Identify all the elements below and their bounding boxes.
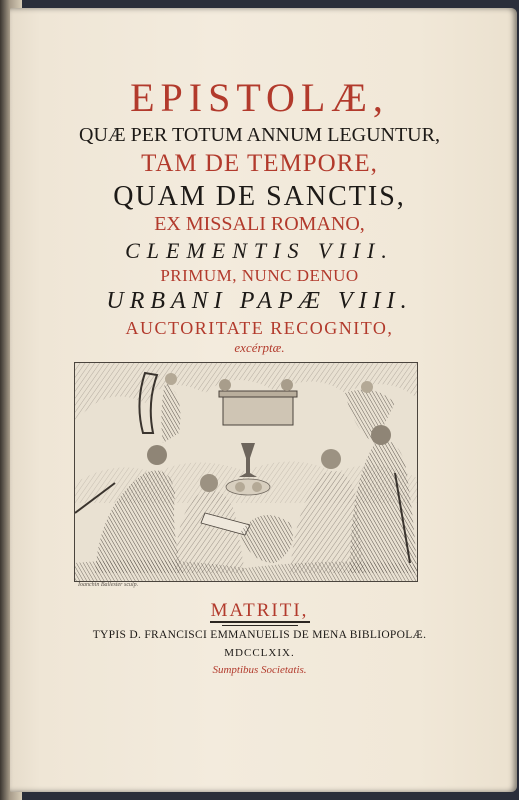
imprint-rule-top: [210, 621, 310, 623]
title-clementis: CLEMENTIS VIII.: [125, 238, 394, 263]
title-auctoritate: AUCTORITATE RECOGNITO,: [125, 318, 394, 338]
imprint-place: MATRITI,: [210, 600, 309, 621]
title-epistolae: EPISTOLÆ,: [130, 75, 389, 120]
imprint-year: MDCCLXIX.: [224, 647, 295, 659]
imprint-printer: TYPIS D. FRANCISCI EMMANUELIS DE MENA BIBLIOPOLÆ.: [92, 629, 427, 641]
title-excerptae: excérptæ.: [234, 340, 285, 355]
title-ex-missali: EX MISSALI ROMANO,: [154, 213, 365, 235]
engraver-credit: Ioanchin Ballester sculp.: [78, 582, 139, 588]
title-subline-leguntur: QUÆ PER TOTUM ANNUM LEGUNTUR,: [79, 124, 440, 146]
title-urbani: URBANI PAPÆ VIII.: [106, 288, 413, 314]
imprint-rule-bottom: [222, 625, 298, 626]
engraving-illustration: [74, 362, 418, 582]
imprint-note: Sumptibus Societatis.: [212, 664, 307, 676]
engraving-scene: [75, 363, 417, 581]
title-primum: PRIMUM, NUNC DENUO: [160, 266, 359, 285]
title-tam-de-tempore: TAM DE TEMPORE,: [141, 150, 378, 177]
title-quam-de-sanctis: QUAM DE SANCTIS,: [113, 181, 406, 212]
